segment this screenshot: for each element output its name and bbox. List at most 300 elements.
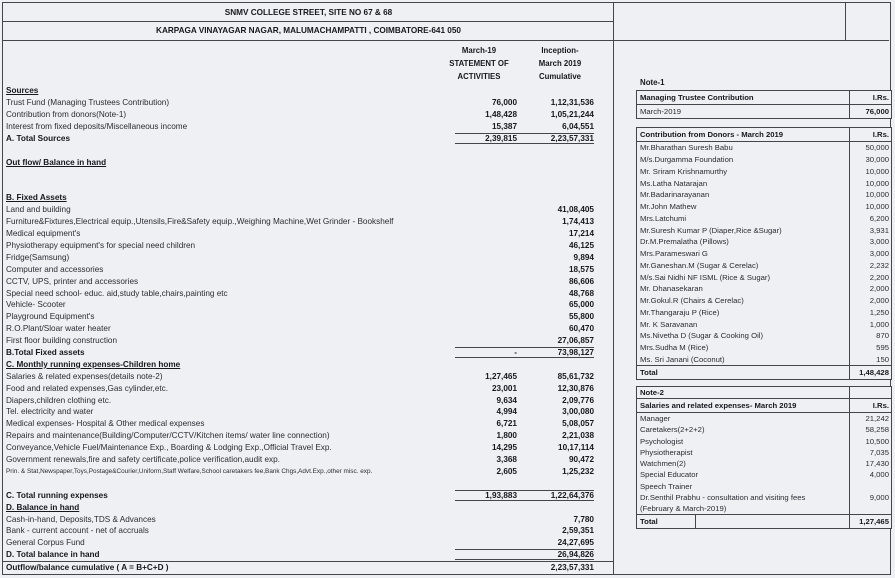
- table-row: [637, 105, 891, 118]
- org-title: [3, 3, 614, 22]
- row-amount: 50,000: [849, 142, 891, 154]
- row-amounts: [455, 526, 594, 535]
- march-amount: [455, 277, 517, 286]
- cumulative-amount: 1,74,413: [562, 217, 594, 227]
- row-amounts: [455, 229, 594, 238]
- row-label: Out flow/ Balance in hand: [6, 157, 107, 167]
- march-amount: 1,800: [496, 431, 517, 441]
- column-header-march19: [438, 44, 520, 83]
- statement-row: [3, 382, 614, 394]
- row-label: Dr.M.Premalatha (Pillows): [640, 237, 729, 247]
- salary-row: [637, 413, 891, 424]
- row-amounts: [455, 549, 594, 560]
- row-label: Ms.Nivetha D (Sugar & Cooking Oil): [640, 331, 764, 341]
- march-amount: [455, 265, 517, 274]
- row-label: Conveyance,Vehicle Fuel/Maintenance Exp., Boarding & Lodging Exp.,Official Travel Exp.: [6, 443, 332, 453]
- row-amounts: [455, 133, 594, 144]
- row-amounts: [455, 372, 594, 381]
- row-amount: 870: [849, 330, 891, 342]
- cumulative-amount: 41,08,405: [557, 205, 594, 215]
- section-heading-row: [3, 156, 614, 168]
- salaries-table-title: Salaries and related expenses- March 2019: [640, 401, 797, 411]
- row-label: Mrs.Parameswari G: [640, 249, 708, 259]
- row-amount: 595: [849, 342, 891, 354]
- march-amount: [455, 312, 517, 321]
- trustee-table-title: Managing Trustee Contribution: [640, 93, 754, 102]
- cumulative-amount: 24,27,695: [557, 538, 594, 548]
- cumulative-amount: 65,000: [568, 300, 594, 310]
- top-right-empty-cell: [614, 3, 889, 40]
- row-label: Computer and accessories: [6, 264, 104, 274]
- donor-row: [637, 201, 891, 213]
- cumulative-amount: 1,25,232: [562, 466, 594, 476]
- row-label: C. Total running expenses: [6, 490, 108, 500]
- row-amount: 2,232: [849, 260, 891, 272]
- row-amounts: [455, 407, 594, 416]
- salary-rows: [637, 413, 891, 515]
- statement-row: [3, 228, 614, 240]
- row-amounts: [455, 300, 594, 309]
- row-label: Repairs and maintenance(Building/Computer/CCTV/Kitchen items/ water line connection): [6, 431, 330, 441]
- row-amount: 7,035: [849, 447, 891, 458]
- row-label: Mrs.Sudha M (Rice): [640, 343, 709, 353]
- row-amounts: [455, 515, 594, 524]
- row-amounts: [455, 455, 594, 464]
- row-label: C. Monthly running expenses-Children home: [6, 359, 181, 369]
- salaries-total-cell: [637, 515, 849, 528]
- row-amounts: [455, 384, 594, 393]
- row-label: Ms. Sri Janani (Coconut): [640, 354, 725, 364]
- statement-row: [3, 109, 614, 121]
- row-amounts: [455, 205, 594, 214]
- march-amount: 2,605: [496, 466, 517, 476]
- row-label: Watchmen(2): [640, 459, 686, 469]
- row-amount: 3,931: [849, 224, 891, 236]
- row-amount: 58,258: [849, 424, 891, 435]
- cumulative-amount: 10,17,114: [558, 443, 594, 453]
- statement-row: [3, 311, 614, 323]
- statement-row: [3, 430, 614, 442]
- march-amount: [455, 550, 517, 559]
- cumulative-amount: 7,780: [573, 514, 594, 524]
- row-label: Mr.Gokul.R (Chairs & Cerelac): [640, 296, 744, 306]
- march-amount: [455, 526, 517, 535]
- cumulative-amount: 18,575: [568, 264, 594, 274]
- note1-label: Note-1: [640, 78, 665, 87]
- cumulative-amount: 26,94,826: [557, 550, 594, 560]
- march-amount: 14,295: [491, 443, 517, 453]
- row-amount: 4,000: [849, 469, 891, 480]
- statement-row: [3, 489, 614, 501]
- row-label: Mr. Dhanasekaran: [640, 284, 703, 294]
- statement-row: [3, 263, 614, 275]
- salary-row: [637, 435, 891, 446]
- statement-row: [3, 287, 614, 299]
- row-label: M/s.Sai Nidhi NF ISML (Rice & Sugar): [640, 272, 771, 282]
- statement-row: [3, 97, 614, 109]
- salary-row: [637, 492, 891, 503]
- row-label: Mr. K Saravanan: [640, 319, 698, 329]
- row-label: First floor building construction: [6, 336, 118, 346]
- cumulative-amount: 1,05,21,244: [550, 110, 594, 120]
- statement-row: [3, 418, 614, 430]
- row-label: Mr. Sriram Krishnamurthy: [640, 166, 728, 176]
- table-header-row: [637, 399, 891, 413]
- march-amount: [455, 300, 517, 309]
- spacer-row: [3, 180, 614, 192]
- row-label: Psychologist: [640, 436, 684, 446]
- cumulative-amount: 55,800: [568, 312, 594, 322]
- row-amounts: [455, 324, 594, 333]
- row-amounts: [455, 241, 594, 250]
- row-label: Mr.Ganeshan.M (Sugar & Cerelac): [640, 260, 759, 270]
- donor-row: [637, 260, 891, 272]
- donors-table: [636, 127, 892, 380]
- row-label: D. Balance in hand: [6, 502, 80, 512]
- row-amounts: [455, 277, 594, 286]
- row-label: Physiotherapy equipment's for special need children: [6, 241, 196, 251]
- statement-row: [3, 216, 614, 228]
- statement-row: [3, 466, 614, 478]
- statement-row: [3, 561, 614, 574]
- march-amount: 15,387: [491, 122, 517, 132]
- statement-row: [3, 525, 614, 537]
- section-heading-row: [3, 358, 614, 370]
- row-label: CCTV, UPS, printer and accessories: [6, 276, 139, 286]
- statement-row: [3, 121, 614, 133]
- donors-total-amount: 1,48,428: [849, 366, 891, 379]
- row-label: Cash-in-hand, Deposits,TDS & Advances: [6, 514, 156, 524]
- row-label: B.Total Fixed assets: [6, 348, 85, 358]
- row-label: Interest from fixed deposits/Miscellaneous income: [6, 122, 188, 132]
- row-amount: 2,200: [849, 271, 891, 283]
- row-amount: [849, 481, 891, 492]
- table-header-row: [637, 128, 891, 142]
- row-label: Mr.Suresh Kumar P (Diaper,Rice &Sugar): [640, 225, 782, 235]
- statement-row: [3, 323, 614, 335]
- table-header-row: [637, 91, 891, 105]
- donor-row: [637, 307, 891, 319]
- donor-row: [637, 330, 891, 342]
- row-amounts: [455, 347, 594, 358]
- row-amounts: [455, 396, 594, 405]
- salaries-total-row: [637, 514, 891, 528]
- spacer-row: [3, 168, 614, 180]
- row-label: Food and related expenses,Gas cylinder,etc.: [6, 383, 169, 393]
- march-amount: [455, 336, 517, 345]
- row-amount: 1,000: [849, 318, 891, 330]
- row-label: Manager: [640, 413, 671, 423]
- cumulative-amount: 6,04,551: [562, 122, 594, 132]
- salary-row: [637, 503, 891, 514]
- col2-line3: Cumulative: [538, 72, 582, 81]
- donor-row: [637, 271, 891, 283]
- col2-line2: March 2019: [538, 59, 582, 68]
- row-amount: 2,000: [849, 295, 891, 307]
- row-label: Speech Trainer: [640, 481, 693, 491]
- col1-line1: March-19: [461, 46, 497, 55]
- cumulative-amount: 48,768: [568, 288, 594, 298]
- row-amount: 10,000: [849, 177, 891, 189]
- row-amounts: [455, 289, 594, 298]
- row-label: Mr.Bharathan Suresh Babu: [640, 143, 733, 153]
- row-amount: 10,000: [849, 189, 891, 201]
- cumulative-amount: 2,23,57,331: [550, 134, 594, 143]
- section-heading-row: [3, 85, 614, 97]
- row-amount: 3,000: [849, 236, 891, 248]
- march-amount: 76,000: [491, 98, 517, 108]
- cumulative-amount: 2,09,776: [562, 395, 594, 405]
- march-amount: [455, 205, 517, 214]
- cumulative-amount: 2,21,038: [562, 431, 594, 441]
- cumulative-amount: 90,472: [568, 455, 594, 465]
- row-label: Tel. electricity and water: [6, 407, 94, 417]
- row-amounts: [455, 563, 594, 572]
- statement-row: [3, 370, 614, 382]
- donor-row: [637, 295, 891, 307]
- donor-row: [637, 354, 891, 366]
- column-header-inception: [523, 44, 597, 83]
- cumulative-amount: 1,22,64,376: [550, 490, 594, 500]
- row-label: General Corpus Fund: [6, 538, 85, 548]
- row-amounts: [455, 419, 594, 428]
- march-amount: 1,27,465: [485, 371, 517, 381]
- donor-row: [637, 177, 891, 189]
- row-amounts: [455, 98, 594, 107]
- row-amount: 30,000: [849, 154, 891, 166]
- march-amount: 23,001: [491, 383, 517, 393]
- donor-row: [637, 236, 891, 248]
- statement-row: [3, 299, 614, 311]
- march-amount: [455, 563, 517, 572]
- donor-row: [637, 213, 891, 225]
- row-amounts: [455, 538, 594, 547]
- row-amount: 6,200: [849, 213, 891, 225]
- row-label: Government renewals,fire and safety certificate,police verification,audit exp.: [6, 455, 280, 465]
- donor-row: [637, 142, 891, 154]
- note2-label-row: [637, 387, 891, 399]
- cumulative-amount: 46,125: [568, 241, 594, 251]
- cumulative-amount: 12,30,876: [557, 383, 594, 393]
- row-label: Land and building: [6, 205, 71, 215]
- section-heading-row: [3, 192, 614, 204]
- salaries-total-amount: 1,27,465: [849, 515, 891, 528]
- cumulative-amount: 2,23,57,331: [550, 563, 594, 573]
- row-amount: 21,242: [849, 413, 891, 424]
- statement-row: [3, 347, 614, 359]
- col1-line3: ACTIVITIES: [457, 72, 501, 81]
- statement-row: [3, 133, 614, 145]
- row-label: Fridge(Samsung): [6, 252, 70, 262]
- row-amount: 9,000: [849, 492, 891, 503]
- donor-rows: [637, 142, 891, 365]
- statement-row: [3, 549, 614, 561]
- cumulative-amount: 17,214: [568, 229, 594, 239]
- statement-row: [3, 406, 614, 418]
- trustee-table-unit: I.Rs.: [849, 91, 891, 104]
- row-label: Contribution from donors(Note-1): [6, 110, 127, 120]
- row-label: D. Total balance in hand: [6, 550, 100, 560]
- cumulative-amount: 5,08,057: [562, 419, 594, 429]
- row-label: Playground Equipment's: [6, 312, 95, 322]
- march-amount: [455, 241, 517, 250]
- donors-table-title: Contribution from Donors - March 2019: [640, 130, 784, 139]
- trustee-month: March-2019: [640, 107, 682, 116]
- march-amount: 4,994: [496, 407, 517, 417]
- salary-row: [637, 481, 891, 492]
- row-label: Mrs.Latchumi: [640, 213, 687, 223]
- row-amount: 2,000: [849, 283, 891, 295]
- col2-line1: Inception-: [541, 46, 579, 55]
- note2-label: Note-2: [640, 388, 664, 398]
- cumulative-amount: 86,606: [568, 276, 594, 286]
- row-label: Ms.Latha Natarajan: [640, 178, 708, 188]
- row-label: Medical expenses- Hospital & Other medical expenses: [6, 419, 205, 429]
- row-label: Bank - current account - net of accruals: [6, 526, 149, 536]
- col1-line2: STATEMENT OF: [449, 59, 509, 68]
- row-label: Special need school- educ. aid,study table,chairs,painting etc: [6, 288, 228, 298]
- donor-row: [637, 248, 891, 260]
- row-amount: 150: [849, 354, 891, 366]
- donor-row: [637, 224, 891, 236]
- row-amount: 10,000: [849, 166, 891, 178]
- march-amount: [455, 229, 517, 238]
- statement-row: [3, 251, 614, 263]
- row-label: Vehicle- Scooter: [6, 300, 66, 310]
- managing-trustee-table: [636, 90, 892, 119]
- row-amount: 1,250: [849, 307, 891, 319]
- donor-row: [637, 283, 891, 295]
- row-label: Special Educator: [640, 470, 699, 480]
- trustee-amount: 76,000: [849, 105, 891, 118]
- cumulative-amount: 85,61,732: [557, 371, 594, 381]
- march-amount: [455, 538, 517, 547]
- top-right-cell-divider: [845, 3, 846, 40]
- march-amount: 1,93,883: [485, 490, 517, 500]
- row-label: B. Fixed Assets: [6, 193, 67, 203]
- row-amount: 10,500: [849, 435, 891, 446]
- row-label: Caretakers(2+2+2): [640, 425, 705, 435]
- donors-total-row: [637, 365, 891, 379]
- cumulative-amount: 27,06,857: [557, 336, 594, 346]
- row-label: Trust Fund (Managing Trustees Contribution): [6, 98, 170, 108]
- cumulative-amount: 2,59,351: [562, 526, 594, 536]
- row-label: Outflow/balance cumulative ( A = B+C+D ): [6, 563, 169, 573]
- org-title-text: SNMV COLLEGE STREET, SITE NO 67 & 68: [224, 8, 393, 17]
- row-label: (February & March-2019): [640, 504, 727, 514]
- salary-row: [637, 424, 891, 435]
- salaries-table-unit: I.Rs.: [849, 399, 891, 412]
- statement-row: [3, 394, 614, 406]
- donor-row: [637, 318, 891, 330]
- row-label: Sources: [6, 86, 39, 96]
- salary-row: [637, 447, 891, 458]
- row-amounts: [455, 431, 594, 440]
- row-label: Furniture&Fixtures,Electrical equip.,Utensils,Fire&Safety equip.,Weighing Machine,Wet Grinder - Bookshelf: [6, 217, 394, 227]
- row-label: Salaries & related expenses(details note-2): [6, 371, 163, 381]
- section-heading-row: [3, 501, 614, 513]
- spacer-row: [3, 144, 614, 156]
- row-amounts: [455, 217, 594, 226]
- march-amount: 9,634: [496, 395, 517, 405]
- cumulative-amount: 60,470: [568, 324, 594, 334]
- row-label: Physiotherapist: [640, 447, 693, 457]
- march-amount: [455, 217, 517, 226]
- org-address-text: KARPAGA VINAYAGAR NAGAR, MALUMACHAMPATTI , COIMBATORE-641 050: [156, 26, 461, 35]
- cumulative-amount: 9,894: [573, 252, 594, 262]
- row-label: Mr.Badarinarayanan: [640, 190, 710, 200]
- statement-row: [3, 275, 614, 287]
- row-amounts: [455, 122, 594, 131]
- row-label: Prin. & Stat,Newspaper,Toys,Postage&Courier,Uniform,Staff Welfare,School caretakers fee,Bank Chgs,Advt.Exp.,other misc. exp.: [6, 467, 373, 475]
- salaries-table: [636, 386, 892, 529]
- row-amounts: [455, 443, 594, 452]
- donor-row: [637, 189, 891, 201]
- row-amounts: [455, 312, 594, 321]
- row-amount: 17,430: [849, 458, 891, 469]
- march-amount: 3,368: [496, 455, 517, 465]
- cumulative-amount: 73,98,127: [557, 348, 594, 358]
- march-amount: 2,39,815: [485, 134, 517, 143]
- row-amount: 3,000: [849, 248, 891, 260]
- note2-empty-cell: [849, 387, 891, 398]
- statement-row: [3, 454, 614, 466]
- row-amounts: [455, 490, 594, 501]
- donor-row: [637, 166, 891, 178]
- statement-row: [3, 513, 614, 525]
- row-label: Medical equipment's: [6, 229, 81, 239]
- spacer-row: [3, 477, 614, 489]
- march-amount: 6,721: [496, 419, 517, 429]
- row-label: Diapers,children clothing etc.: [6, 395, 112, 405]
- march-amount: [455, 515, 517, 524]
- row-label: Mr.Thangaraju P (Rice): [640, 307, 720, 317]
- statement-row: [3, 537, 614, 549]
- cumulative-amount: 3,00,080: [562, 407, 594, 417]
- row-amounts: [455, 253, 594, 262]
- row-amounts: [455, 467, 594, 476]
- march-amount: [455, 253, 517, 262]
- donor-row: [637, 154, 891, 166]
- cumulative-amount: 1,12,31,536: [550, 98, 594, 108]
- march-amount: [455, 289, 517, 298]
- row-amount: [849, 503, 891, 514]
- salaries-total-label: Total: [640, 515, 696, 528]
- donors-total-label: Total: [640, 368, 658, 378]
- row-label: Dr.Senthil Prabhu - consultation and visiting fees: [640, 493, 806, 503]
- row-label: Mr.John Mathew: [640, 202, 697, 212]
- march-amount: 1,48,428: [485, 110, 517, 120]
- row-amounts: [455, 110, 594, 119]
- row-amounts: [455, 265, 594, 274]
- row-label: A. Total Sources: [6, 134, 70, 143]
- row-label: M/s.Durgamma Foundation: [640, 155, 734, 165]
- donors-table-unit: I.Rs.: [849, 128, 891, 141]
- row-amount: 10,000: [849, 201, 891, 213]
- statement-row: [3, 204, 614, 216]
- salary-row: [637, 458, 891, 469]
- statement-column-headers: [3, 40, 614, 85]
- statement-row: [3, 442, 614, 454]
- march-amount: -: [514, 348, 517, 358]
- donor-row: [637, 342, 891, 354]
- row-amounts: [455, 336, 594, 345]
- salary-row: [637, 469, 891, 480]
- march-amount: [455, 324, 517, 333]
- statement-rows: [3, 85, 614, 574]
- row-label: R.O.Plant/Sloar water heater: [6, 324, 111, 334]
- statement-row: [3, 240, 614, 252]
